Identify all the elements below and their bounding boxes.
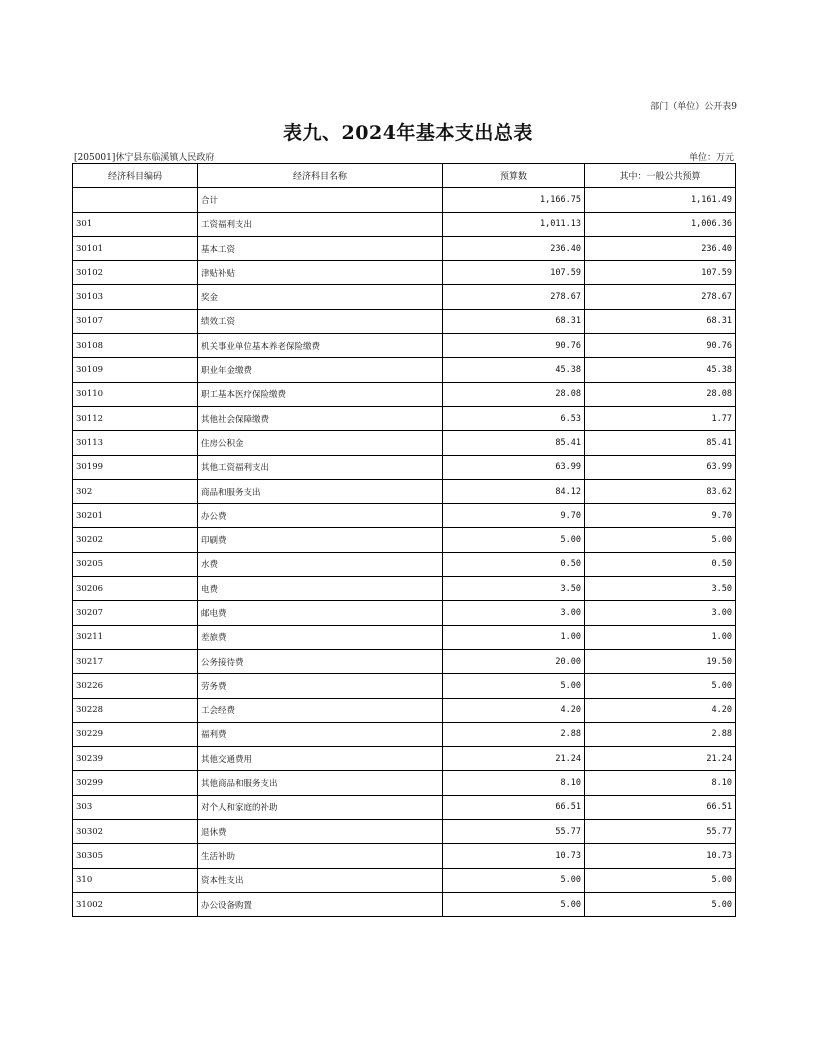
cell-budget: 5.00: [443, 868, 585, 892]
cell-name: 职业年金缴费: [198, 358, 443, 382]
cell-code: 31002: [73, 892, 198, 916]
cell-budget: 0.50: [443, 552, 585, 576]
cell-budget: 85.41: [443, 431, 585, 455]
cell-name: 印刷费: [198, 528, 443, 552]
cell-budget: 20.00: [443, 649, 585, 673]
table-header-row: [73, 164, 736, 188]
table-row: [73, 747, 736, 771]
cell-general-budget: 1,006.36: [585, 212, 736, 236]
cell-budget: 90.76: [443, 334, 585, 358]
cell-name: 职工基本医疗保险缴费: [198, 382, 443, 406]
cell-general-budget: 2.88: [585, 722, 736, 746]
cell-budget: 1.00: [443, 625, 585, 649]
cell-general-budget: 5.00: [585, 528, 736, 552]
cell-general-budget: 9.70: [585, 504, 736, 528]
cell-code: 302: [73, 479, 198, 503]
budget-table: [72, 163, 736, 917]
cell-code: 30112: [73, 406, 198, 430]
cell-name: 工会经费: [198, 698, 443, 722]
table-row: [73, 285, 736, 309]
cell-budget: 3.50: [443, 577, 585, 601]
table-row: [73, 236, 736, 260]
cell-general-budget: 3.50: [585, 577, 736, 601]
table-row: [73, 844, 736, 868]
table-row: [73, 698, 736, 722]
cell-name: 其他交通费用: [198, 747, 443, 771]
table-row: [73, 212, 736, 236]
table-row: [73, 504, 736, 528]
cell-code: 30108: [73, 334, 198, 358]
table-row: [73, 649, 736, 673]
table-row: [73, 188, 736, 212]
table-row: [73, 674, 736, 698]
cell-name: 商品和服务支出: [198, 479, 443, 503]
cell-general-budget: 90.76: [585, 334, 736, 358]
header-budget: 预算数: [443, 164, 585, 188]
cell-general-budget: 68.31: [585, 309, 736, 333]
cell-name: 合计: [198, 188, 443, 212]
cell-name: 办公费: [198, 504, 443, 528]
cell-general-budget: 55.77: [585, 820, 736, 844]
cell-general-budget: 83.62: [585, 479, 736, 503]
cell-code: 30239: [73, 747, 198, 771]
cell-name: 基本工资: [198, 236, 443, 260]
cell-general-budget: 1.00: [585, 625, 736, 649]
cell-name: 机关事业单位基本养老保险缴费: [198, 334, 443, 358]
cell-code: [73, 188, 198, 212]
page-tag: 部门（单位）公开表9: [650, 102, 737, 112]
table-row: [73, 722, 736, 746]
cell-budget: 5.00: [443, 674, 585, 698]
cell-name: 其他社会保障缴费: [198, 406, 443, 430]
cell-code: 30199: [73, 455, 198, 479]
cell-budget: 1,166.75: [443, 188, 585, 212]
table-row: [73, 601, 736, 625]
cell-code: 30101: [73, 236, 198, 260]
header-general-budget: 其中：一般公共预算: [585, 164, 736, 188]
cell-name: 其他工资福利支出: [198, 455, 443, 479]
table-row: [73, 309, 736, 333]
cell-code: 30110: [73, 382, 198, 406]
cell-budget: 4.20: [443, 698, 585, 722]
cell-code: 30302: [73, 820, 198, 844]
table-row: [73, 625, 736, 649]
cell-budget: 107.59: [443, 261, 585, 285]
header-code: 经济科目编码: [73, 164, 198, 188]
table-row: [73, 455, 736, 479]
table-row: [73, 261, 736, 285]
cell-budget: 6.53: [443, 406, 585, 430]
cell-budget: 5.00: [443, 892, 585, 916]
cell-general-budget: 4.20: [585, 698, 736, 722]
cell-general-budget: 28.08: [585, 382, 736, 406]
cell-code: 303: [73, 795, 198, 819]
cell-name: 福利费: [198, 722, 443, 746]
cell-budget: 55.77: [443, 820, 585, 844]
cell-name: 生活补助: [198, 844, 443, 868]
cell-budget: 9.70: [443, 504, 585, 528]
cell-general-budget: 1.77: [585, 406, 736, 430]
cell-general-budget: 85.41: [585, 431, 736, 455]
cell-code: 30228: [73, 698, 198, 722]
cell-name: 电费: [198, 577, 443, 601]
table-row: [73, 820, 736, 844]
cell-budget: 21.24: [443, 747, 585, 771]
cell-code: 30201: [73, 504, 198, 528]
cell-general-budget: 5.00: [585, 892, 736, 916]
cell-name: 其他商品和服务支出: [198, 771, 443, 795]
cell-name: 邮电费: [198, 601, 443, 625]
cell-general-budget: 45.38: [585, 358, 736, 382]
cell-budget: 68.31: [443, 309, 585, 333]
cell-name: 住房公积金: [198, 431, 443, 455]
cell-code: 301: [73, 212, 198, 236]
cell-name: 奖金: [198, 285, 443, 309]
table-row: [73, 795, 736, 819]
table-row: [73, 431, 736, 455]
table-row: [73, 771, 736, 795]
unit-label: 单位：万元: [688, 153, 734, 163]
organization-label: [205001]休宁县东临溪镇人民政府: [74, 153, 215, 163]
table-row: [73, 406, 736, 430]
cell-name: 资本性支出: [198, 868, 443, 892]
cell-code: 30226: [73, 674, 198, 698]
table-row: [73, 552, 736, 576]
cell-budget: 10.73: [443, 844, 585, 868]
cell-general-budget: 8.10: [585, 771, 736, 795]
cell-budget: 84.12: [443, 479, 585, 503]
cell-code: 30103: [73, 285, 198, 309]
table-row: [73, 479, 736, 503]
cell-budget: 28.08: [443, 382, 585, 406]
cell-general-budget: 10.73: [585, 844, 736, 868]
cell-budget: 5.00: [443, 528, 585, 552]
cell-code: 30109: [73, 358, 198, 382]
cell-name: 绩效工资: [198, 309, 443, 333]
cell-budget: 236.40: [443, 236, 585, 260]
cell-budget: 66.51: [443, 795, 585, 819]
table-row: [73, 358, 736, 382]
cell-budget: 8.10: [443, 771, 585, 795]
cell-name: 差旅费: [198, 625, 443, 649]
cell-name: 水费: [198, 552, 443, 576]
cell-general-budget: 236.40: [585, 236, 736, 260]
cell-code: 30202: [73, 528, 198, 552]
cell-general-budget: 278.67: [585, 285, 736, 309]
cell-name: 工资福利支出: [198, 212, 443, 236]
cell-budget: 3.00: [443, 601, 585, 625]
table-row: [73, 334, 736, 358]
cell-code: 30207: [73, 601, 198, 625]
cell-budget: 278.67: [443, 285, 585, 309]
cell-name: 退休费: [198, 820, 443, 844]
cell-budget: 45.38: [443, 358, 585, 382]
cell-code: 30206: [73, 577, 198, 601]
cell-budget: 1,011.13: [443, 212, 585, 236]
table-row: [73, 868, 736, 892]
cell-code: 30217: [73, 649, 198, 673]
cell-general-budget: 0.50: [585, 552, 736, 576]
cell-code: 30107: [73, 309, 198, 333]
cell-general-budget: 19.50: [585, 649, 736, 673]
cell-code: 30305: [73, 844, 198, 868]
cell-name: 办公设备购置: [198, 892, 443, 916]
table-row: [73, 528, 736, 552]
cell-name: 津贴补贴: [198, 261, 443, 285]
cell-name: 对个人和家庭的补助: [198, 795, 443, 819]
cell-general-budget: 1,161.49: [585, 188, 736, 212]
cell-budget: 63.99: [443, 455, 585, 479]
table-row: [73, 577, 736, 601]
table-row: [73, 892, 736, 916]
cell-general-budget: 21.24: [585, 747, 736, 771]
cell-general-budget: 5.00: [585, 868, 736, 892]
cell-general-budget: 107.59: [585, 261, 736, 285]
cell-code: 30211: [73, 625, 198, 649]
page-title: 表九、2024年基本支出总表: [283, 122, 533, 144]
cell-general-budget: 5.00: [585, 674, 736, 698]
cell-name: 公务接待费: [198, 649, 443, 673]
cell-general-budget: 63.99: [585, 455, 736, 479]
cell-budget: 2.88: [443, 722, 585, 746]
cell-general-budget: 3.00: [585, 601, 736, 625]
cell-code: 30102: [73, 261, 198, 285]
cell-code: 30113: [73, 431, 198, 455]
cell-name: 劳务费: [198, 674, 443, 698]
cell-code: 30299: [73, 771, 198, 795]
cell-code: 30229: [73, 722, 198, 746]
table-row: [73, 382, 736, 406]
cell-general-budget: 66.51: [585, 795, 736, 819]
cell-code: 30205: [73, 552, 198, 576]
cell-code: 310: [73, 868, 198, 892]
header-name: 经济科目名称: [198, 164, 443, 188]
